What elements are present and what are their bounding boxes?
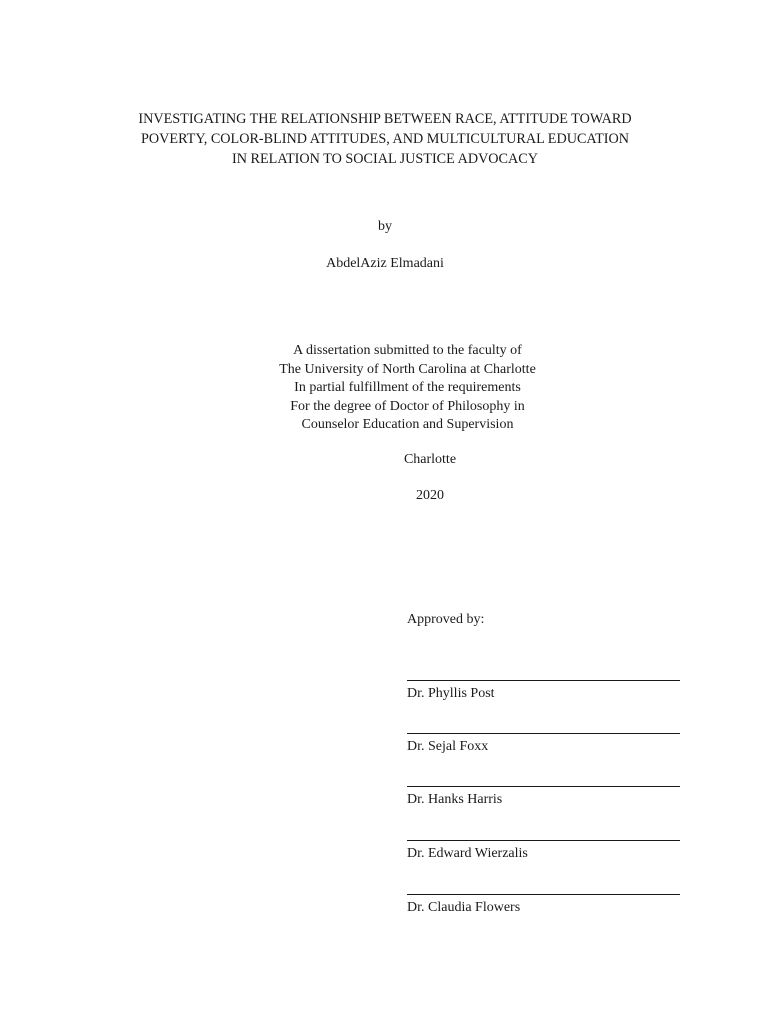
- signature-block-3: [407, 786, 680, 809]
- place: Charlotte: [403, 452, 457, 467]
- submission-statement: [0, 342, 770, 435]
- approval-section: [407, 611, 680, 915]
- statement-line-1: A dissertation submitted to the faculty of: [293, 343, 522, 358]
- author-name: AbdelAziz Elmadani: [326, 256, 444, 271]
- signatory-name: Dr. Phyllis Post: [407, 686, 495, 701]
- title-line-3: IN RELATION TO SOCIAL JUSTICE ADVOCACY: [232, 151, 538, 167]
- signature-block-2: [407, 733, 680, 756]
- signatory-name: Dr. Claudia Flowers: [407, 900, 521, 915]
- year: 2020: [416, 488, 444, 503]
- by-label: by: [378, 219, 392, 234]
- approved-by-label: Approved by:: [407, 612, 485, 627]
- signatory-name: Dr. Sejal Foxx: [407, 739, 489, 754]
- signature-block-5: [407, 894, 680, 917]
- signatory-name: Dr. Edward Wierzalis: [407, 846, 528, 861]
- signature-line: [407, 733, 680, 734]
- signature-block-4: [407, 840, 680, 863]
- statement-line-4: For the degree of Doctor of Philosophy in: [290, 398, 525, 414]
- statement-line-5: Counselor Education and Supervision: [301, 417, 514, 433]
- signature-line: [407, 840, 680, 841]
- title-line-2: POVERTY, COLOR-BLIND ATTITUDES, AND MULTICULTURAL EDUCATION: [141, 131, 629, 147]
- signature-block-1: [407, 680, 680, 703]
- signature-line: [407, 680, 680, 681]
- dissertation-title: [0, 109, 770, 169]
- statement-line-2: The University of North Carolina at Charlotte: [279, 361, 536, 377]
- signature-line: [407, 894, 680, 895]
- signatory-name: Dr. Hanks Harris: [407, 792, 503, 807]
- title-line-1: INVESTIGATING THE RELATIONSHIP BETWEEN RACE, ATTITUDE TOWARD: [138, 111, 632, 127]
- signature-line: [407, 786, 680, 787]
- statement-line-3: In partial fulfillment of the requirements: [294, 380, 521, 396]
